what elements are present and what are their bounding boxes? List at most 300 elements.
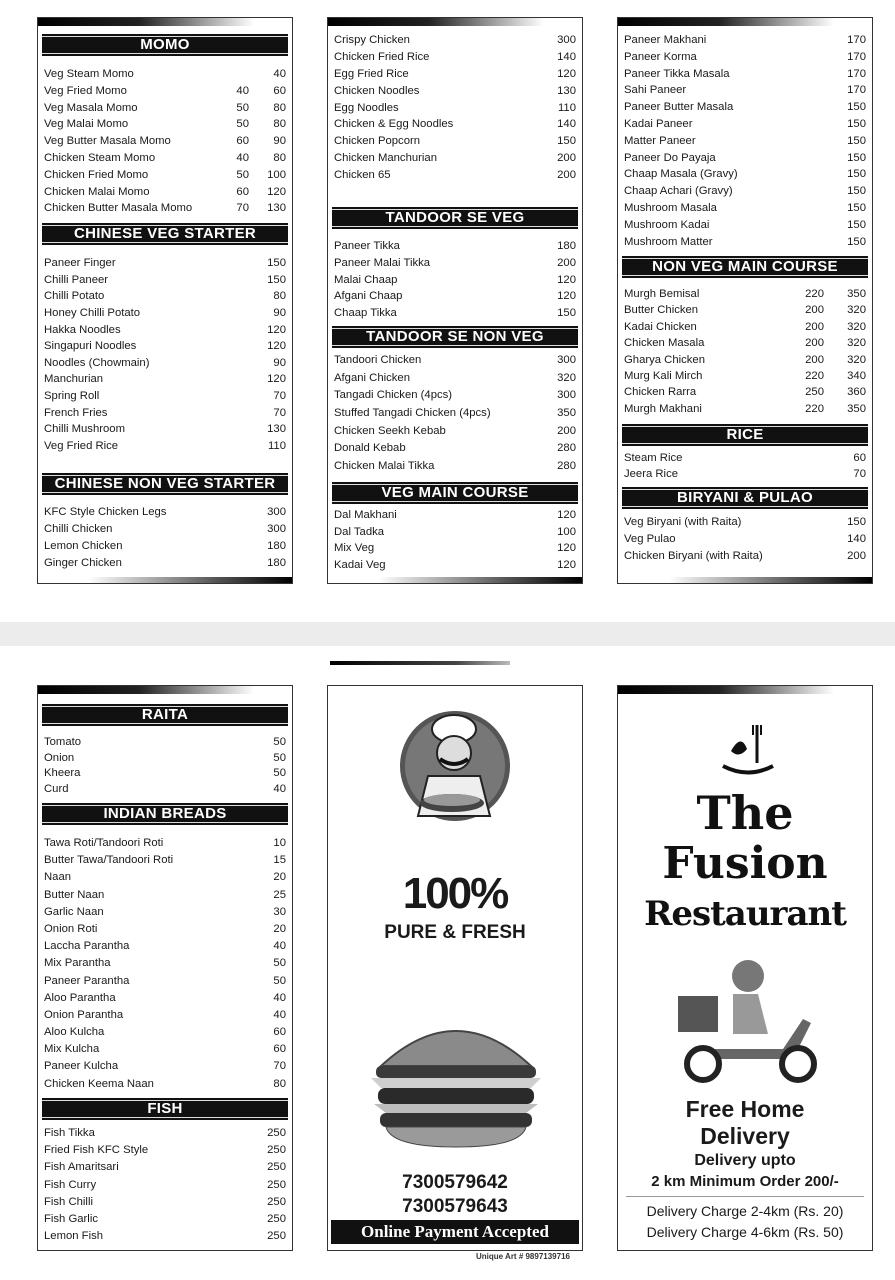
menu-item-price: 40 — [273, 940, 286, 953]
delivery-label: Delivery — [700, 1123, 790, 1149]
menu-item — [622, 66, 868, 83]
menu-item — [42, 371, 288, 388]
credit-text: Unique Art # 9897139716 — [476, 1252, 570, 1261]
menu-item — [42, 1024, 288, 1041]
menu-item-price: 100 — [557, 525, 576, 538]
menu-item-name: Afgani Chaap — [334, 290, 403, 303]
menu-item-name: Malai Chaap — [334, 273, 398, 286]
decorative-bar — [328, 577, 582, 583]
section-header: TANDOOR SE NON VEG — [332, 326, 578, 348]
menu-item-price: 130 — [267, 202, 286, 215]
menu-item-price: 60 — [273, 1043, 286, 1056]
menu-item-list — [622, 32, 868, 250]
menu-item-price-half: 200 — [805, 337, 824, 350]
decorative-bar — [330, 661, 510, 665]
menu-item — [622, 467, 868, 483]
menu-item-name: Fish Chilli — [44, 1195, 93, 1208]
section-header: RAITA — [42, 704, 288, 726]
menu-item-name: Paneer Parantha — [44, 974, 130, 987]
menu-item-price-half: 60 — [236, 135, 249, 148]
menu-item-price: 300 — [557, 354, 576, 366]
phone-number-1[interactable]: 7300579642 — [402, 1172, 508, 1193]
menu-item — [42, 904, 288, 921]
menu-item-name: Fish Curry — [44, 1178, 97, 1191]
menu-item — [42, 782, 288, 798]
menu-item — [42, 504, 288, 521]
menu-item-price: 120 — [557, 290, 576, 303]
menu-item-name: Onion Roti — [44, 922, 98, 935]
menu-item-name: KFC Style Chicken Legs — [44, 506, 167, 518]
menu-item-list — [42, 495, 288, 572]
menu-section — [42, 803, 288, 1093]
promo-panel — [327, 685, 583, 1251]
menu-item-price-half: 50 — [236, 101, 249, 114]
menu-item-name: Curd — [44, 782, 69, 795]
delivery-charge-1: Delivery Charge 2-4km (Rs. 20) — [646, 1203, 844, 1219]
menu-panel-4 — [37, 685, 293, 1251]
menu-item-name: Chicken Biryani (with Raita) — [624, 550, 763, 562]
menu-item — [332, 32, 578, 49]
menu-item-list — [332, 229, 578, 322]
menu-item-price: 200 — [557, 256, 576, 269]
menu-item — [42, 438, 288, 455]
menu-item — [622, 352, 868, 368]
menu-item — [42, 1228, 288, 1245]
menu-item-name: Chicken Fried Rice — [334, 50, 430, 63]
menu-item-name: Lemon Chicken — [44, 539, 123, 552]
menu-item-name: Donald Kebab — [334, 442, 406, 455]
menu-item-price: 350 — [847, 288, 866, 300]
menu-item-price-half: 50 — [236, 118, 249, 131]
menu-item-name: Ginger Chicken — [44, 556, 122, 569]
menu-item — [622, 319, 868, 335]
delivery-charge-2: Delivery Charge 4-6km (Rs. 50) — [646, 1224, 844, 1240]
menu-item-name: Chicken Popcorn — [334, 135, 421, 148]
menu-item — [622, 133, 868, 150]
menu-item-name: Fried Fish KFC Style — [44, 1144, 149, 1157]
menu-item — [332, 66, 578, 83]
menu-item — [622, 302, 868, 318]
page-separator — [0, 622, 895, 646]
menu-item — [332, 423, 578, 441]
menu-item-name: Paneer Finger — [44, 257, 116, 269]
menu-item-name: Kadai Chicken — [624, 320, 697, 333]
delivery-charges-box — [626, 1196, 864, 1247]
menu-item-price: 90 — [273, 306, 286, 319]
menu-item-price: 150 — [267, 257, 286, 269]
menu-item-price: 320 — [847, 320, 866, 333]
menu-item-name: Chicken & Egg Noodles — [334, 118, 454, 131]
menu-item-price-half: 200 — [805, 320, 824, 333]
menu-item-name: Onion Parantha — [44, 1008, 124, 1021]
menu-item-price: 120 — [557, 559, 576, 572]
menu-item-price: 170 — [847, 34, 866, 46]
section-header: TANDOOR SE VEG — [332, 207, 578, 229]
menu-item-price: 130 — [267, 423, 286, 436]
decorative-bar — [38, 577, 292, 583]
menu-item — [42, 184, 288, 201]
decorative-bar — [618, 577, 872, 583]
menu-item — [42, 921, 288, 938]
decorative-bar — [38, 18, 292, 26]
menu-item-price: 150 — [847, 185, 866, 198]
menu-item-name: Chicken Masala — [624, 337, 705, 350]
menu-item-name: Veg Malai Momo — [44, 118, 129, 131]
menu-item — [622, 200, 868, 217]
menu-item-price: 150 — [847, 101, 866, 114]
menu-item-price-half: 40 — [236, 84, 249, 97]
menu-item — [622, 548, 868, 565]
section-header: BIRYANI & PULAO — [622, 487, 868, 509]
menu-item-name: Afgani Chicken — [334, 371, 410, 384]
menu-item — [332, 133, 578, 150]
menu-item-name: Noodles (Chowmain) — [44, 356, 150, 369]
menu-item — [42, 272, 288, 289]
menu-item-name: Tangadi Chicken (4pcs) — [334, 389, 453, 402]
menu-item-price: 320 — [847, 337, 866, 350]
menu-item — [622, 514, 868, 531]
menu-item-price: 200 — [557, 152, 576, 165]
menu-item-name: Paneer Malai Tikka — [334, 256, 431, 269]
menu-item-name: Tomato — [44, 736, 82, 748]
menu-item-price: 50 — [273, 957, 286, 970]
menu-item — [622, 368, 868, 384]
menu-item-name: Matter Paneer — [624, 134, 696, 147]
menu-item — [42, 887, 288, 904]
menu-item-price: 150 — [557, 307, 576, 320]
menu-item-price: 40 — [273, 991, 286, 1004]
menu-item — [42, 405, 288, 422]
menu-item-price: 250 — [267, 1127, 286, 1139]
menu-item — [42, 538, 288, 555]
menu-item-price: 90 — [273, 356, 286, 369]
menu-item-price: 320 — [847, 304, 866, 317]
menu-item — [42, 955, 288, 972]
menu-item — [332, 405, 578, 423]
menu-item — [42, 100, 288, 117]
menu-item-price: 200 — [847, 550, 866, 562]
menu-section — [42, 223, 288, 455]
menu-section — [42, 473, 288, 572]
menu-item-list — [42, 726, 288, 797]
section-header: NON VEG MAIN COURSE — [622, 256, 868, 278]
menu-item-name: Veg Fried Rice — [44, 440, 119, 453]
menu-item — [42, 1177, 288, 1194]
menu-item — [332, 288, 578, 305]
menu-item-list — [622, 446, 868, 482]
chef-illustration — [390, 701, 520, 831]
menu-item-name: Kheera — [44, 767, 81, 780]
menu-item-name: Onion — [44, 751, 75, 764]
menu-item — [42, 1058, 288, 1075]
menu-item-price: 320 — [847, 353, 866, 366]
menu-item — [332, 150, 578, 167]
menu-item-name: Chicken Fried Momo — [44, 168, 149, 181]
menu-item-name: Paneer Korma — [624, 50, 697, 63]
menu-item-price: 340 — [847, 369, 866, 382]
menu-item — [42, 255, 288, 272]
section-header: MOMO — [42, 34, 288, 56]
menu-item-price-half: 200 — [805, 304, 824, 317]
section-header: INDIAN BREADS — [42, 803, 288, 825]
menu-item-price: 150 — [847, 134, 866, 147]
menu-item — [622, 217, 868, 234]
menu-item — [332, 83, 578, 100]
menu-item — [332, 507, 578, 524]
menu-section — [622, 256, 868, 417]
menu-item-price: 60 — [273, 1026, 286, 1039]
menu-item-name: Mushroom Masala — [624, 201, 717, 214]
menu-item-name: Gharya Chicken — [624, 353, 705, 366]
menu-item-list — [42, 825, 288, 1093]
menu-item-price: 10 — [273, 837, 286, 849]
menu-item-price: 120 — [267, 323, 286, 336]
menu-item-name: Butter Naan — [44, 888, 105, 901]
menu-item-price: 150 — [847, 516, 866, 528]
menu-item-name: Garlic Naan — [44, 905, 104, 918]
menu-item — [42, 735, 288, 751]
menu-item-name: Paneer Kulcha — [44, 1060, 119, 1073]
menu-item-price: 70 — [273, 406, 286, 419]
section-header: CHINESE VEG STARTER — [42, 223, 288, 245]
menu-item-name: Chilli Paneer — [44, 273, 109, 286]
menu-item — [42, 973, 288, 990]
menu-item-price: 250 — [267, 1212, 286, 1225]
section-header: FISH — [42, 1098, 288, 1120]
restaurant-logo-icon — [713, 721, 783, 781]
menu-item-name: Dal Tadka — [334, 525, 385, 538]
menu-item-price: 70 — [273, 1060, 286, 1073]
delivery-upto: Delivery upto — [694, 1152, 796, 1169]
brand-panel — [617, 685, 873, 1251]
menu-item — [42, 133, 288, 150]
menu-item-price: 150 — [847, 235, 866, 248]
pure-fresh-tagline: PURE & FRESH — [384, 922, 526, 943]
menu-item-price: 250 — [267, 1144, 286, 1157]
menu-item-price: 140 — [557, 118, 576, 131]
menu-item-price: 120 — [267, 185, 286, 198]
menu-item-price: 110 — [267, 440, 286, 453]
menu-item — [42, 116, 288, 133]
menu-item — [332, 458, 578, 476]
menu-item-price: 40 — [273, 782, 286, 795]
menu-item — [332, 49, 578, 66]
menu-item-name: Mushroom Matter — [624, 235, 713, 248]
menu-item-price: 320 — [557, 371, 576, 384]
menu-item-price: 200 — [557, 169, 576, 182]
menu-item-price: 70 — [853, 467, 866, 480]
menu-item-name: Chicken Rarra — [624, 386, 697, 399]
restaurant-name-fusion: Fusion — [662, 838, 828, 889]
menu-item-name: Tawa Roti/Tandoori Roti — [44, 837, 164, 849]
menu-item — [622, 82, 868, 99]
menu-item — [42, 1125, 288, 1142]
menu-item — [42, 1211, 288, 1228]
menu-item-name: Chicken 65 — [334, 169, 391, 182]
menu-item-name: Chicken Keema Naan — [44, 1077, 154, 1090]
burger-image — [366, 1011, 546, 1151]
menu-item-name: Spring Roll — [44, 390, 100, 403]
menu-item — [42, 150, 288, 167]
menu-item-price: 180 — [557, 240, 576, 252]
section-header: VEG MAIN COURSE — [332, 482, 578, 504]
menu-item-name: Hakka Noodles — [44, 323, 121, 336]
menu-item — [332, 524, 578, 541]
menu-item-price: 300 — [557, 389, 576, 402]
menu-item-price: 50 — [273, 767, 286, 780]
menu-item-name: Veg Butter Masala Momo — [44, 135, 171, 148]
menu-item — [42, 322, 288, 339]
menu-item-price-half: 50 — [236, 168, 249, 181]
menu-item — [332, 440, 578, 458]
menu-item-price: 90 — [273, 135, 286, 148]
menu-item-price: 180 — [267, 539, 286, 552]
menu-item-price: 170 — [847, 84, 866, 97]
menu-item-price: 300 — [557, 34, 576, 46]
section-header: RICE — [622, 424, 868, 446]
menu-item-name: Mix Veg — [334, 542, 375, 555]
menu-item — [42, 83, 288, 100]
menu-item-price: 40 — [273, 68, 286, 80]
menu-item — [42, 555, 288, 572]
menu-section — [622, 424, 868, 482]
menu-item-price: 150 — [557, 135, 576, 148]
menu-item-price: 120 — [267, 373, 286, 386]
menu-item-name: Paneer Do Payaja — [624, 151, 716, 164]
menu-item — [42, 1142, 288, 1159]
menu-item-name: Chaap Masala (Gravy) — [624, 168, 738, 181]
menu-item-name: Fish Tikka — [44, 1127, 95, 1139]
decorative-bar — [38, 686, 292, 694]
menu-item-price: 150 — [847, 168, 866, 181]
menu-item-name: Singapuri Noodles — [44, 340, 137, 353]
delivery-scooter-image — [673, 954, 823, 1089]
menu-item-price: 50 — [273, 736, 286, 748]
menu-item-price: 80 — [273, 290, 286, 303]
menu-item — [42, 766, 288, 782]
menu-item — [42, 200, 288, 217]
menu-item-price: 120 — [267, 340, 286, 353]
menu-item-price: 110 — [557, 101, 576, 114]
menu-item-name: Lemon Fish — [44, 1230, 104, 1243]
menu-item-name: Egg Noodles — [334, 101, 399, 114]
menu-item — [42, 1007, 288, 1024]
menu-item — [42, 852, 288, 869]
menu-item — [622, 49, 868, 66]
menu-item-list — [332, 348, 578, 476]
menu-item-price: 360 — [847, 386, 866, 399]
menu-item-name: Veg Masala Momo — [44, 101, 138, 114]
menu-item — [622, 286, 868, 302]
menu-item-price: 250 — [267, 1161, 286, 1174]
menu-panel-3 — [617, 17, 873, 584]
menu-item-name: Murg Kali Mirch — [624, 369, 703, 382]
menu-item-name: Veg Biryani (with Raita) — [624, 516, 742, 528]
menu-panel-2 — [327, 17, 583, 584]
menu-item-price: 170 — [847, 50, 866, 63]
menu-item-price: 80 — [273, 1077, 286, 1090]
menu-item-name: Laccha Parantha — [44, 940, 130, 953]
menu-item-price-half: 60 — [236, 185, 249, 198]
menu-item — [622, 335, 868, 351]
menu-item-price: 170 — [847, 67, 866, 80]
menu-item-price-half: 220 — [805, 402, 824, 415]
menu-item-price: 350 — [847, 402, 866, 415]
menu-item-price-half: 40 — [236, 151, 249, 164]
menu-item-name: Aloo Kulcha — [44, 1026, 105, 1039]
menu-item-name: Honey Chilli Potato — [44, 306, 141, 319]
menu-item-price: 120 — [557, 509, 576, 521]
menu-item-name: Veg Steam Momo — [44, 68, 134, 80]
menu-item-price: 25 — [273, 888, 286, 901]
menu-item — [622, 183, 868, 200]
menu-item-name: Veg Pulao — [624, 533, 676, 545]
menu-item-price: 50 — [273, 751, 286, 764]
menu-item-name: Kadai Paneer — [624, 117, 693, 130]
menu-item — [332, 540, 578, 557]
menu-item-name: Veg Fried Momo — [44, 84, 127, 97]
menu-item-name: French Fries — [44, 406, 108, 419]
menu-item — [622, 234, 868, 251]
menu-item-name: Mix Parantha — [44, 957, 111, 970]
menu-item-price: 250 — [267, 1178, 286, 1191]
menu-item-price: 130 — [557, 84, 576, 97]
menu-item — [42, 869, 288, 886]
menu-item — [42, 835, 288, 852]
menu-item — [332, 272, 578, 289]
menu-item-price: 180 — [267, 556, 286, 569]
menu-item-price: 80 — [273, 101, 286, 114]
menu-item-price: 20 — [273, 922, 286, 935]
free-home-label: Free Home — [685, 1096, 805, 1122]
menu-item — [42, 938, 288, 955]
menu-item-price: 20 — [273, 871, 286, 884]
menu-item-name: Chilli Mushroom — [44, 423, 125, 436]
menu-item-list — [622, 278, 868, 417]
menu-item-name: Fish Amaritsari — [44, 1161, 119, 1174]
menu-item-price: 280 — [557, 460, 576, 473]
menu-item-name: Steam Rice — [624, 452, 683, 464]
menu-item — [332, 387, 578, 405]
menu-item — [332, 100, 578, 117]
menu-item-price: 80 — [273, 118, 286, 131]
menu-item — [42, 751, 288, 767]
menu-item-name: Stuffed Tangadi Chicken (4pcs) — [334, 407, 491, 420]
menu-item — [622, 32, 868, 49]
menu-section — [42, 704, 288, 797]
menu-item-name: Manchurian — [44, 373, 104, 386]
menu-item-list — [332, 504, 578, 574]
menu-item-name: Chaap Achari (Gravy) — [624, 185, 733, 198]
menu-item-name: Jeera Rice — [624, 467, 678, 480]
menu-item — [42, 1159, 288, 1176]
phone-number-2[interactable]: 7300579643 — [402, 1196, 508, 1217]
menu-item-name: Tandoori Chicken — [334, 354, 422, 366]
menu-item — [622, 401, 868, 417]
menu-item-list — [332, 32, 578, 184]
menu-item — [42, 421, 288, 438]
menu-section — [332, 326, 578, 476]
menu-item — [622, 166, 868, 183]
menu-item-name: Crispy Chicken — [334, 34, 410, 46]
menu-item-name: Kadai Veg — [334, 559, 386, 572]
decorative-bar — [328, 18, 582, 26]
menu-item-list — [42, 1120, 288, 1245]
menu-item-price: 300 — [267, 506, 286, 518]
menu-item — [42, 338, 288, 355]
restaurant-name-restaurant: Restaurant — [644, 894, 846, 934]
menu-item-price-half: 250 — [805, 386, 824, 399]
